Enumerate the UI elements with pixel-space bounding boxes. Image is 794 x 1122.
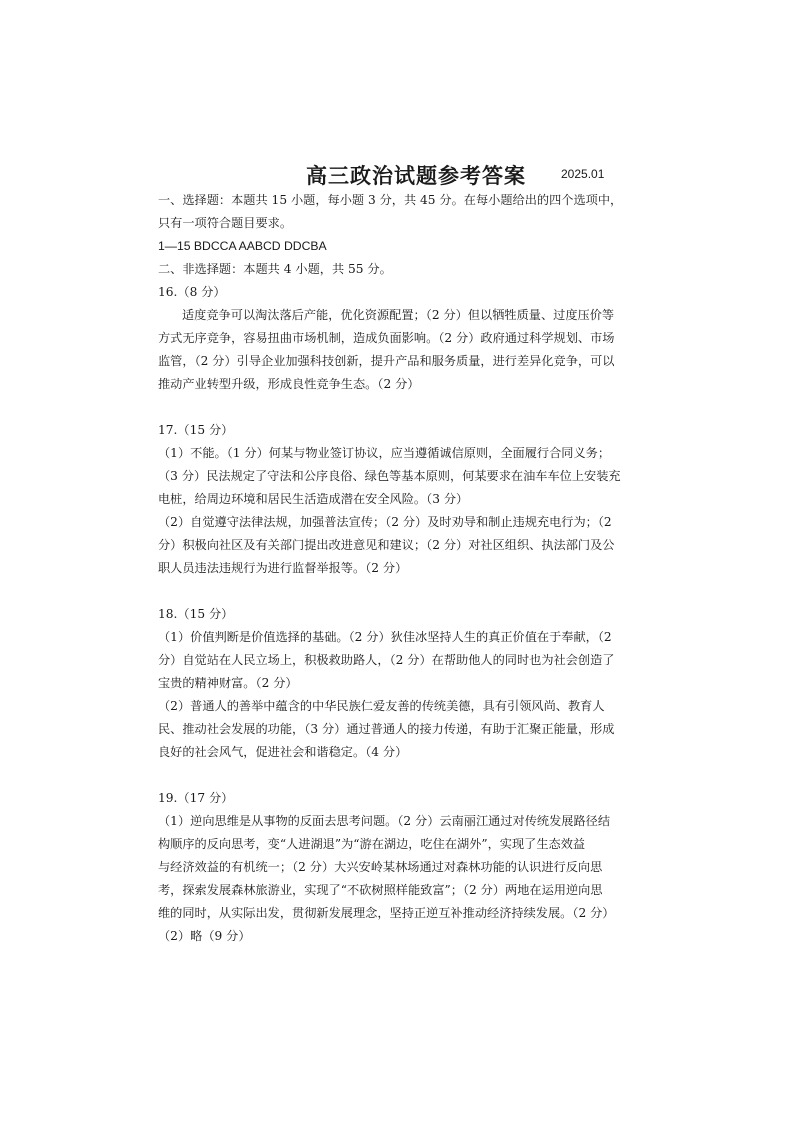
q19-answer-line: 与经济效益的有机统一；（2 分）大兴安岭某林场通过对森林功能的认识进行反向思 bbox=[158, 860, 603, 874]
q18-answer-line: 民、推动社会发展的功能，（3 分）通过普通人的接力传递，有助于汇聚正能量，形成 bbox=[158, 722, 615, 736]
choice-answers: 1—15 BDCCA AABCD DDCBA bbox=[158, 239, 327, 253]
q17-answer-line: 职人员违法违规行为进行监督举报等。（2 分） bbox=[158, 561, 408, 575]
q19-answer-line: 构顺序的反向思考，变“人进湖退”为“游在湖边，吃住在湖外”，实现了生态效益 bbox=[158, 837, 586, 851]
title-row bbox=[0, 160, 794, 190]
q16-answer-line: 监管，（2 分）引导企业加强科技创新，提升产品和服务质量，进行差异化竞争，可以 bbox=[158, 354, 615, 368]
q17-answer-line: （3 分）民法规定了守法和公序良俗、绿色等基本原则，何某要求在油车车位上安装充 bbox=[158, 469, 621, 483]
q16-label: 16.（8 分） bbox=[158, 285, 226, 299]
section1-heading-line1: 一、选择题：本题共 15 小题，每小题 3 分，共 45 分。在每小题给出的四个选项中， bbox=[158, 193, 623, 207]
spacer bbox=[158, 580, 642, 603]
section2-heading: 二、非选择题：本题共 4 小题，共 55 分。 bbox=[158, 262, 392, 276]
answer-content bbox=[158, 189, 642, 948]
section1-heading-line2: 只有一项符合题目要求。 bbox=[158, 216, 293, 230]
q19-answer-line: 维的同时，从实际出发，贯彻新发展理念，坚持正逆互补推动经济持续发展。（2 分） bbox=[158, 906, 615, 920]
q18-label: 18.（15 分） bbox=[158, 607, 234, 621]
spacer bbox=[158, 764, 642, 787]
document-date: 2025.01 bbox=[561, 167, 605, 181]
q19-answer-line: 考，探索发展森林旅游业，实现了“不砍树照样能致富”；（2 分）两地在运用逆向思 bbox=[158, 883, 603, 897]
q17-answer-line: 分）积极向社区及有关部门提出改进意见和建议；（2 分）对社区组织、执法部门及公 bbox=[158, 538, 615, 552]
q17-label: 17.（15 分） bbox=[158, 423, 234, 437]
q18-answer-line: （1）价值判断是价值选择的基础。（2 分）狄佳冰坚持人生的真正价值在于奉献，（2 bbox=[158, 630, 612, 644]
q18-answer-line: 良好的社会风气，促进社会和谐稳定。（4 分） bbox=[158, 745, 408, 759]
spacer bbox=[158, 396, 642, 419]
q18-answer-line: 宝贵的精神财富。（2 分） bbox=[158, 676, 298, 690]
page-title: 高三政治试题参考答案 bbox=[306, 164, 526, 188]
q17-answer-line: （2）自觉遵守法律法规，加强普法宣传；（2 分）及时劝导和制止违规充电行为；（2 bbox=[158, 515, 612, 529]
q16-answer-line: 方式无序竞争，容易扭曲市场机制，造成负面影响。（2 分）政府通过科学规划、市场 bbox=[158, 331, 615, 345]
q16-answer-line: 适度竞争可以淘汰落后产能，优化资源配置；（2 分）但以牺牲质量、过度压价等 bbox=[182, 308, 615, 322]
q18-answer-line: （2）普通人的善举中蕴含的中华民族仁爱友善的传统美德，具有引领风尚、教育人 bbox=[158, 699, 605, 713]
q19-answer-line: （1）逆向思维是从事物的反面去思考问题。（2 分）云南丽江通过对传统发展路径结 bbox=[158, 814, 611, 828]
q17-answer-line: （1）不能。（1 分）何某与物业签订协议，应当遵循诚信原则，全面履行合同义务； bbox=[158, 446, 611, 460]
q19-label: 19.（17 分） bbox=[158, 791, 234, 805]
q18-answer-line: 分）自觉站在人民立场上，积极救助路人，（2 分）在帮助他人的同时也为社会创造了 bbox=[158, 653, 615, 667]
q17-answer-line: 电桩，给周边环境和居民生活造成潜在安全风险。（3 分） bbox=[158, 492, 469, 506]
q19-answer-line: （2）略（9 分） bbox=[158, 929, 251, 943]
q16-answer-line: 推动产业转型升级，形成良性竞争生态。（2 分） bbox=[158, 377, 420, 391]
